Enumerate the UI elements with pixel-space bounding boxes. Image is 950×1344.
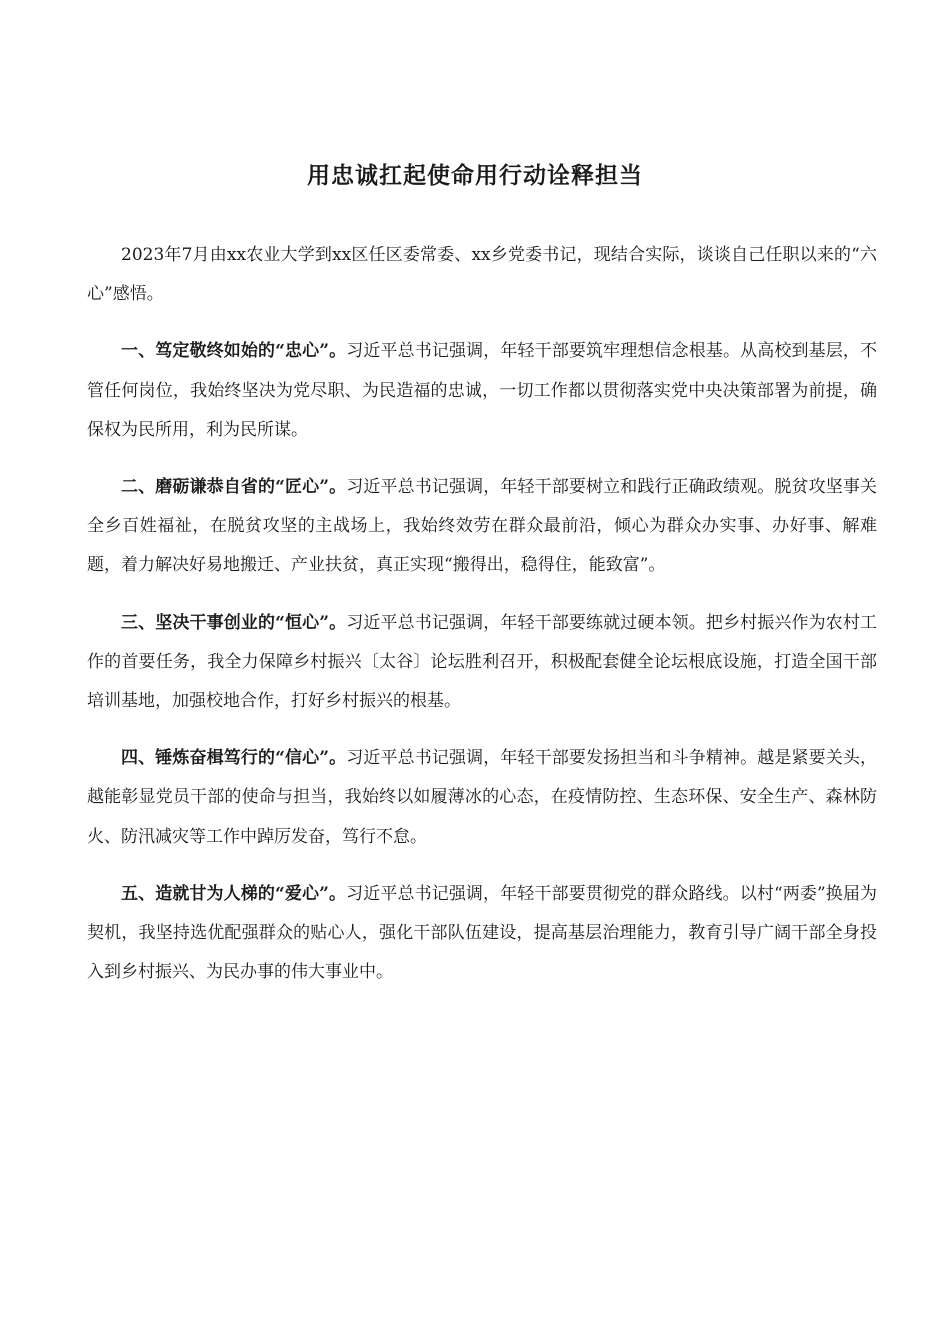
section-heading-1: 一、笃定敬终如始的“忠心”。 [121, 341, 347, 362]
section-heading-5: 五、造就甘为人梯的“爱心”。 [121, 883, 347, 904]
section-text-3: 习近平总书记强调，年轻干部要练就过硬本领。把乡村振兴作为农村工作的首要任务，我全力保障乡村振兴〔太谷〕论坛胜利召开，积极配套健全论坛根底设施，打造全国干部培训基地，加强校地合作，打好乡村振兴的根基。 [87, 612, 878, 712]
section-heading-3: 三、坚决干事创业的“恒心”。 [121, 612, 347, 633]
section-heading-4: 四、锤炼奋楫笃行的“信心”。 [121, 748, 347, 769]
section-paragraph-2 [87, 468, 877, 586]
section-text-2: 习近平总书记强调，年轻干部要树立和践行正确政绩观。脱贫攻坚事关全乡百姓福祉，在脱贫攻坚的主战场上，我始终效劳在群众最前沿，倾心为群众办实事、办好事、解难题，着力解决好易地搬迁、产业扶贫，真正实现“搬得出，稳得住，能致富”。 [87, 477, 878, 576]
section-paragraph-3 [87, 604, 877, 722]
section-text-1: 习近平总书记强调，年轻干部要筑牢理想信念根基。从高校到基层，不管任何岗位，我始终坚决为党尽职、为民造福的忠诚，一切工作都以贯彻落实党中央决策部署为前提，确保权为民所用，利为民所谋。 [87, 341, 878, 440]
document-title: 用忠诚扛起使命用行动诠释担当 [307, 162, 643, 189]
section-paragraph-4 [87, 739, 877, 857]
section-paragraph-5 [87, 875, 877, 993]
section-heading-2: 二、磨砺谦恭自省的“匠心”。 [121, 477, 347, 498]
section-paragraph-1 [87, 332, 877, 450]
intro-paragraph: 2023年7月由xx农业大学到xx区任区委常委、xx乡党委书记，现结合实际，谈谈自己任职以来的“六心”感悟。 [87, 245, 877, 305]
section-text-5: 习近平总书记强调，年轻干部要贯彻党的群众路线。以村“两委”换届为契机，我坚持选优配强群众的贴心人，强化干部队伍建设，提高基层治理能力，教育引导广阔干部全身投入到乡村振兴、为民办事的伟大事业中。 [87, 883, 877, 983]
document-body [87, 236, 877, 1010]
section-text-4: 习近平总书记强调，年轻干部要发扬担当和斗争精神。越是紧要关头，越能彰显党员干部的使命与担当，我始终以如履薄冰的心态，在疫情防控、生态环保、安全生产、森林防火、防汛减灾等工作中踔厉发奋，笃行不怠。 [87, 748, 878, 847]
